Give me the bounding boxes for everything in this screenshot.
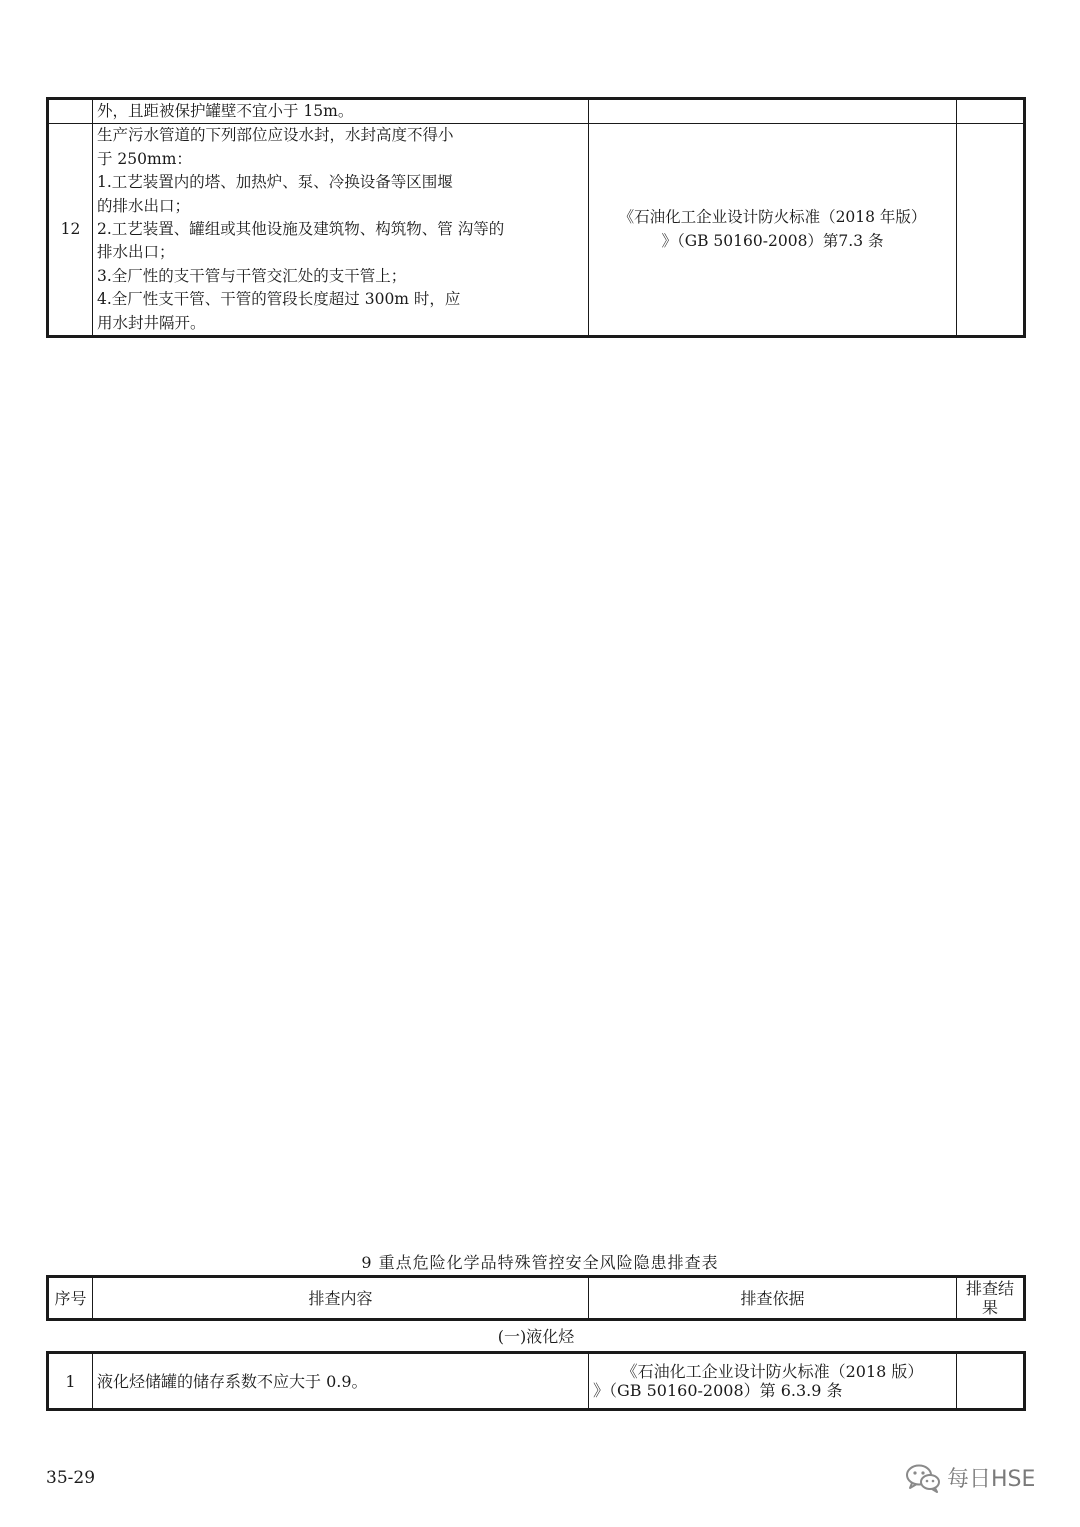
header-result-line: 排查结 [965, 1279, 1014, 1298]
table-row [48, 124, 1025, 337]
wechat-icon [905, 1463, 941, 1493]
basis-cell [589, 1353, 957, 1410]
content-line: 排水出口； [97, 243, 175, 262]
number-cell: 1 [48, 1353, 93, 1410]
header-result-line: 果 [981, 1298, 998, 1317]
section-title: 9 重点危险化学品特殊管控安全风险隐患排查表 [361, 1253, 719, 1272]
table-row [48, 99, 1025, 124]
content-line: 生产污水管道的下列部位应设水封，水封高度不得小 [97, 126, 454, 145]
result-cell [957, 99, 1025, 124]
header-content: 排查内容 [93, 1277, 589, 1320]
result-cell [957, 124, 1025, 337]
basis-line: 》（GB 50160-2008）第 6.3.9 条 [593, 1381, 843, 1400]
table-header-row [48, 1277, 1025, 1320]
page-number: 35-29 [46, 1468, 96, 1488]
header-result [957, 1277, 1025, 1320]
hazard-checklist-table [46, 1275, 1026, 1411]
basis-line: 《石油化工企业设计防火标准（2018 年版） [618, 208, 927, 227]
watermark-text: 每日HSE [947, 1467, 1036, 1492]
header-basis: 排查依据 [589, 1277, 957, 1320]
header-number: 序号 [48, 1277, 93, 1320]
content-cell [93, 124, 589, 337]
content-line: 于 250mm： [97, 149, 192, 168]
top-checklist-table [46, 97, 1026, 338]
content-line: 的排水出口； [97, 196, 191, 215]
category-row [48, 1320, 1025, 1353]
result-cell [957, 1353, 1025, 1410]
basis-cell [589, 124, 957, 337]
content-cell [93, 99, 589, 124]
watermark [905, 1462, 1035, 1493]
content-line: 3.全厂性的支干管与干管交汇处的支干管上； [97, 266, 407, 285]
content-cell: 液化烃储罐的储存系数不应大于 0.9。 [93, 1353, 589, 1410]
basis-cell [589, 99, 957, 124]
content-line: 4.全厂性支干管、干管的管段长度超过 300m 时，应 [97, 290, 461, 309]
number-cell [48, 99, 93, 124]
content-line: 1.工艺装置内的塔、加热炉、泵、冷换设备等区围堰 [97, 173, 453, 192]
table-row [48, 1353, 1025, 1410]
basis-line: 》（GB 50160-2008）第7.3 条 [661, 231, 884, 250]
content-line: 2.工艺装置、罐组或其他设施及建筑物、构筑物、管 沟等的 [97, 220, 505, 239]
basis-line: 《石油化工企业设计防火标准（2018 版） [621, 1362, 924, 1381]
content-text: 外，且距被保护罐壁不宜小于 15m。 [97, 102, 354, 120]
category-label: (一)液化烃 [48, 1320, 1025, 1353]
content-line: 用水封井隔开。 [97, 313, 206, 332]
number-cell: 12 [48, 124, 93, 337]
